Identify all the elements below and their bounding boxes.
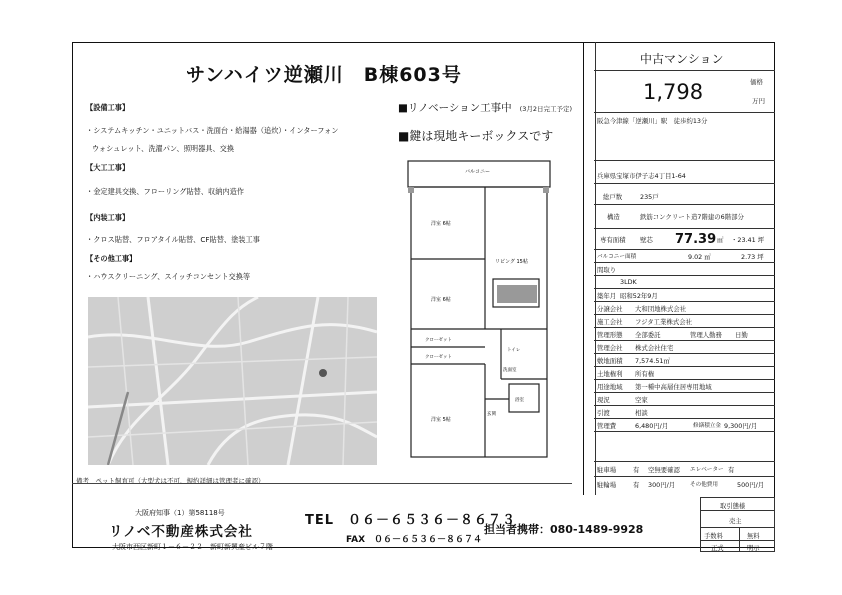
map-image	[88, 297, 377, 465]
row-divider	[594, 461, 775, 462]
land-value: 7,574.51㎡	[635, 357, 670, 365]
mgmt-co-label: 管理会社	[597, 344, 623, 352]
room-label: 洋室 6帖	[431, 221, 451, 227]
mgmt-co-value: 株式会社住宅	[635, 344, 674, 352]
price-unit: 万円	[752, 97, 765, 105]
commission-value: 無料	[747, 533, 760, 540]
remarks: 備考 ペット飼育可（大型犬は不可、規約詳細は管理者に確認）	[76, 477, 265, 485]
bike-fee: 300円/月	[648, 481, 676, 489]
row-divider	[594, 418, 775, 419]
row-divider	[594, 249, 775, 250]
row-divider	[594, 340, 775, 341]
official-label: 正式	[711, 545, 724, 552]
traffic: 阪急今津線「逆瀬川」駅 徒歩約13分	[597, 117, 708, 125]
room-label: 洗面室	[503, 368, 517, 373]
company-name: リノベ不動産株式会社	[109, 524, 253, 540]
structure-label: 構造	[607, 213, 620, 221]
row-divider	[594, 228, 775, 229]
elevator-value: 有	[728, 466, 735, 474]
bike-value: 有	[633, 481, 640, 489]
row-divider	[594, 327, 775, 328]
official-value: 明示	[747, 545, 760, 552]
row-divider	[594, 379, 775, 380]
area-unit: ㎡	[717, 236, 724, 244]
structure-value: 鉄筋コンクリート造7階建の6階部分	[640, 213, 744, 221]
section-line: ・金定建具交換、フローリング貼替、収納内造作	[86, 187, 244, 196]
key-note: ■鍵は現地キーボックスです	[398, 129, 554, 143]
land-label: 敷地面積	[597, 357, 623, 365]
price-value: 1,798	[643, 80, 704, 104]
mgmt-label: 管理形態	[597, 331, 623, 339]
reserve-label: 修繕積立金	[693, 423, 721, 429]
deal-label: 取引態様	[720, 503, 746, 510]
section-line: ・ハウスクリーニング、スイッチコンセント交換等	[86, 272, 251, 281]
room-label: 玄関	[487, 412, 496, 417]
parking-label: 駐車場	[597, 466, 617, 474]
built-label: 築年月	[597, 292, 617, 300]
builder-label: 施工会社	[597, 318, 623, 326]
area-pre: 壁芯	[640, 236, 653, 244]
room-label: 洋室 6帖	[431, 297, 451, 303]
balcony-value: 9.02 ㎡	[688, 253, 711, 261]
zone-label: 用途地域	[597, 383, 623, 391]
row-divider	[594, 476, 775, 477]
builder-value: フジタ工業株式会社	[635, 318, 693, 326]
room-label: 浴室	[515, 398, 524, 403]
commission-label: 手数料	[704, 533, 723, 540]
room-label: 洋室 5帖	[431, 417, 451, 423]
elevator-label: エレベーター	[690, 467, 724, 473]
map-pin-icon	[319, 369, 327, 377]
balcony-tsubo: 2.73 坪	[741, 253, 764, 261]
room-label: リビング 15帖	[495, 259, 528, 265]
mgmt-staff: 管理人勤務	[690, 331, 722, 339]
phone-number[interactable]: TEL ０６－６５３６－８６７３	[305, 513, 517, 528]
license-number: 大阪府知事（1）第58118号	[135, 509, 225, 517]
row-divider	[594, 353, 775, 354]
area-label: 専有面積	[600, 236, 626, 244]
room-balcony: バルコニー	[465, 169, 491, 175]
seller-label: 分譲会社	[597, 305, 623, 313]
balcony-label: バルコニー面積	[597, 254, 637, 260]
rights-label: 土地権利	[597, 370, 623, 378]
handover-label: 引渡	[597, 409, 610, 417]
status-label: 現況	[597, 396, 610, 404]
row-divider	[594, 160, 775, 161]
mgmt-value: 全部委託	[635, 331, 661, 339]
section-line: ウォシュレット、洗濯パン、照明器具、交換	[92, 144, 235, 153]
section-line: ・システムキッチン・ユニットバス・洗面台・給湯器（追炊）・インターフォン	[86, 126, 339, 135]
row-divider	[594, 70, 775, 71]
company-address: 大阪市西区新町１－６－２２ 新町新興産ビル７階	[112, 543, 273, 551]
row-divider	[594, 405, 775, 406]
layout-label: 間取り	[597, 266, 617, 274]
mobile-number[interactable]: 担当者携帯：080-1489-9928	[484, 523, 644, 536]
price-label: 価格	[750, 78, 763, 86]
other-fee-value: 500円/月	[737, 481, 765, 489]
room-label: クローゼット	[425, 355, 452, 360]
row-divider	[594, 288, 775, 289]
room-label: トイレ	[507, 348, 521, 353]
layout-value: 3LDK	[620, 278, 637, 286]
fee-value: 6,480円/月	[635, 422, 669, 430]
status-value: 空家	[635, 396, 648, 404]
bike-label: 駐輪場	[597, 481, 617, 489]
deal-value: 売主	[729, 518, 742, 525]
row-divider	[594, 301, 775, 302]
fee-label: 管理費	[597, 422, 617, 430]
section-line: ・クロス貼替、フロアタイル貼替、CF貼替、塗装工事	[86, 235, 260, 244]
property-category: 中古マンション	[640, 52, 724, 66]
units-label: 総戸数	[603, 193, 623, 201]
row-divider	[594, 431, 775, 432]
section-heading: 【内装工事】	[86, 213, 130, 222]
row-divider	[594, 183, 775, 184]
built-value: 昭和52年9月	[620, 292, 658, 300]
area-value: 77.39	[675, 232, 717, 247]
seller-value: 大和団地株式会社	[635, 305, 687, 313]
section-heading: 【大工工事】	[86, 163, 130, 172]
room-label: クローゼット	[425, 338, 452, 343]
row-divider	[594, 314, 775, 315]
zone-value: 第一種中高層住居専用地域	[635, 383, 712, 391]
row-divider	[594, 262, 775, 263]
property-title: サンハイツ逆瀬川 B棟603号	[186, 64, 462, 86]
footer-divider	[72, 483, 572, 484]
location-map	[88, 297, 377, 465]
renovation-status: ■リノベーション工事中 (3月2日完工予定)	[398, 102, 573, 114]
table-side-strip	[584, 42, 596, 495]
parking-value: 有	[633, 466, 640, 474]
reserve-value: 9,300円/月	[724, 422, 758, 430]
location: 兵庫県宝塚市伊子志4丁目1-64	[597, 172, 686, 180]
mgmt-shift: 日勤	[735, 331, 748, 339]
row-divider	[594, 275, 775, 276]
fax-number: FAX ０６－６５３６－８６７４	[346, 535, 483, 545]
row-divider	[594, 366, 775, 367]
handover-value: 相談	[635, 409, 648, 417]
row-divider	[594, 112, 775, 113]
row-divider	[594, 392, 775, 393]
floor-plan-drawing	[405, 159, 557, 461]
row-divider	[594, 204, 775, 205]
parking-note: 空無要確認	[648, 466, 680, 474]
rights-value: 所有権	[635, 370, 655, 378]
area-tsubo: ・23.41 坪	[731, 236, 765, 244]
units-value: 235戸	[640, 193, 659, 201]
other-fee-label: その他費用	[690, 482, 718, 488]
transaction-box	[700, 497, 775, 552]
section-heading: 【その他工事】	[86, 254, 137, 263]
floor-plan	[405, 159, 557, 465]
section-heading: 【設備工事】	[86, 103, 130, 112]
